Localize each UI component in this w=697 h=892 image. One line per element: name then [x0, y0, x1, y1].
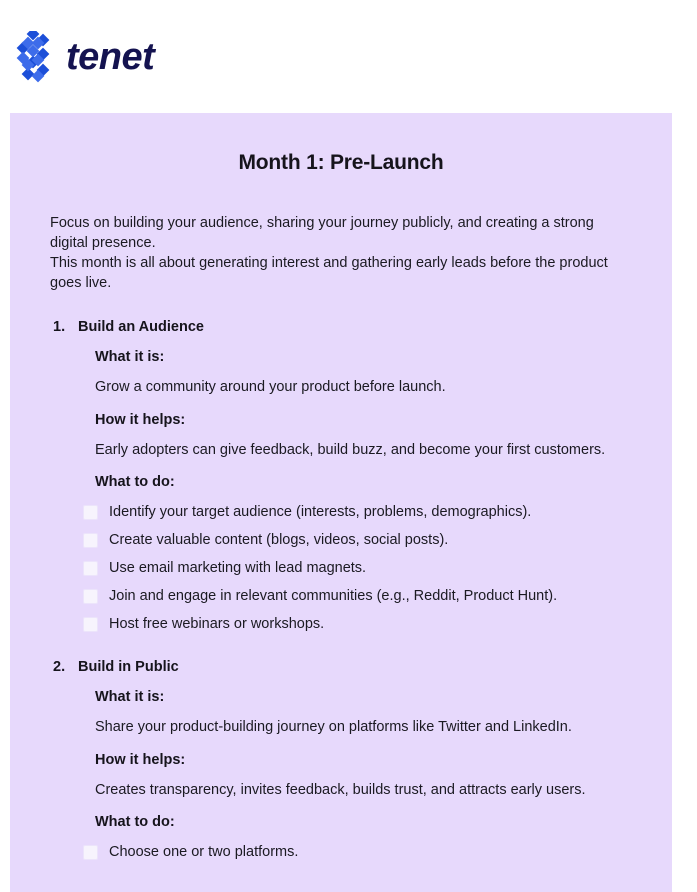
document-card: [10, 113, 672, 892]
task-label: Create valuable content (blogs, videos, social posts).: [109, 531, 449, 548]
section-title: Build in Public: [78, 659, 179, 676]
how-it-helps-text: Early adopters can give feedback, build buzz, and become your first customers.: [95, 441, 606, 458]
task-label: Host free webinars or workshops.: [109, 615, 325, 632]
task-checkbox[interactable]: [83, 589, 98, 604]
task-checkbox[interactable]: [83, 505, 98, 520]
task-checkbox[interactable]: [83, 845, 98, 860]
task-item[interactable]: [78, 843, 648, 862]
page-header: [0, 0, 697, 113]
brand-wordmark: tenet: [66, 35, 155, 78]
task-checkbox[interactable]: [83, 617, 98, 632]
intro-paragraphs: [34, 213, 648, 293]
tenet-lattice-logo-icon: [14, 31, 58, 83]
task-checklist: [78, 843, 648, 862]
task-label: Use email marketing with lead magnets.: [109, 559, 367, 576]
section-title: Build an Audience: [78, 319, 204, 335]
how-it-helps-label: How it helps:: [95, 751, 186, 768]
task-label: Identify your target audience (interests, problems, demographics).: [109, 504, 532, 521]
what-it-is-text: Grow a community around your product before launch.: [95, 379, 446, 395]
what-it-is-label: What it is:: [95, 349, 165, 365]
task-item[interactable]: [78, 587, 648, 606]
section-number: 1.: [53, 319, 66, 335]
how-it-helps-text: Creates transparency, invites feedback, builds trust, and attracts early users.: [95, 781, 586, 798]
what-to-do-label: What to do:: [95, 814, 175, 831]
how-it-helps-label: How it helps:: [95, 411, 186, 428]
brand-logo[interactable]: [14, 31, 154, 83]
task-checkbox[interactable]: [83, 561, 98, 576]
intro-line-1: Focus on building your audience, sharing your journey publicly, and creating a strong digital presence.: [50, 215, 594, 251]
section-body: [78, 689, 648, 830]
task-item[interactable]: [78, 503, 648, 522]
what-it-is-label: What it is:: [95, 689, 165, 706]
section-build-an-audience: [53, 319, 648, 633]
task-checkbox[interactable]: [83, 533, 98, 548]
what-to-do-label: What to do:: [95, 474, 175, 491]
what-it-is-text: Share your product-building journey on platforms like Twitter and LinkedIn.: [95, 719, 572, 736]
task-item[interactable]: [78, 531, 648, 550]
section-build-in-public: [53, 659, 648, 862]
task-item[interactable]: [78, 615, 648, 634]
task-label: Join and engage in relevant communities (e.g., Reddit, Product Hunt).: [109, 587, 558, 604]
task-checklist: [78, 503, 648, 633]
section-list: [34, 319, 648, 862]
intro-line-2: This month is all about generating interest and gathering early leads before the product goes live.: [50, 255, 608, 291]
page-title: Month 1: Pre-Launch: [238, 151, 444, 174]
task-item[interactable]: [78, 559, 648, 578]
section-body: [78, 349, 648, 490]
section-number: 2.: [53, 659, 66, 676]
task-label: Choose one or two platforms.: [109, 844, 299, 861]
